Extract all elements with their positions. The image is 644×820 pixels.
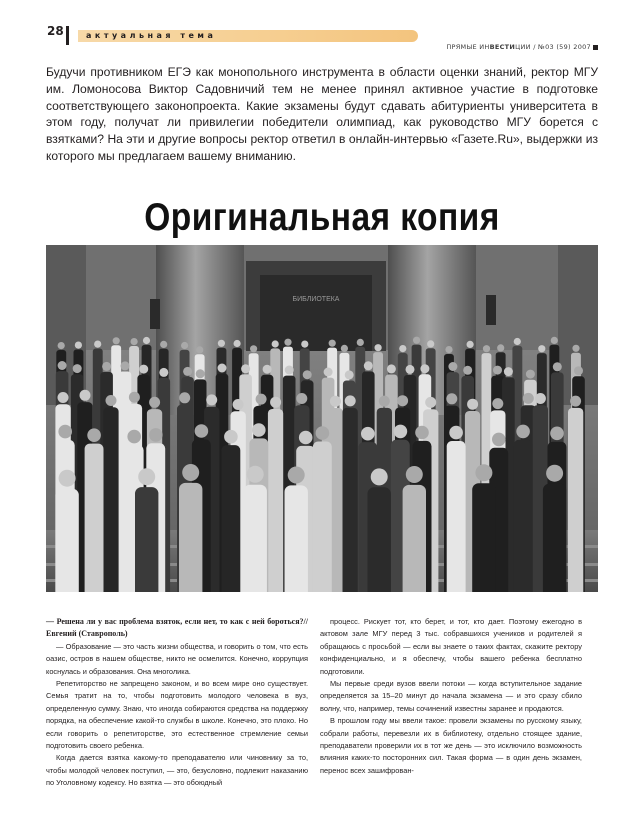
person-head: [341, 345, 348, 352]
person-body: [403, 485, 426, 592]
person-head: [526, 370, 535, 379]
person-head: [324, 368, 333, 377]
person-head: [183, 367, 192, 376]
person-head: [330, 396, 341, 407]
person-head: [413, 337, 420, 344]
answer-paragraph: Репетиторство не запрещено законом, и во всем мире оно существует. Семья тратит на то, чтобы подготовить молодого человека в вуз, определенную сумму. Знаю, что иногда собираются средства на поддержку порядка, на обеспечение какой-то службы в школе. Конечно, это плохо. Но если говорить о репетиторстве, это естественное стремление семьи подготовить своего ребенка.: [46, 679, 308, 751]
person-head: [160, 341, 167, 348]
person-head: [493, 366, 502, 375]
person-body: [543, 484, 566, 592]
group-photo: [46, 245, 598, 592]
person-head: [492, 398, 503, 409]
person-head: [538, 345, 545, 352]
answer-paragraph: В прошлом году мы ввели такое: провели экзамены по русскому языку, собрали работы, перевезли их в библиотеку, отдельно стоящее здание, преподаватели проверили их в тот же день — это исключило возможность влияния каких-то посторонних сил. Такая форма — в один день экзамен, перенос всех зашифрован-: [320, 716, 582, 775]
person-head: [58, 425, 72, 439]
person-head: [106, 395, 117, 406]
person-body: [135, 487, 158, 592]
person-head: [234, 340, 241, 347]
person-head: [492, 433, 506, 447]
person-head: [182, 464, 199, 481]
person-head: [296, 393, 307, 404]
person-head: [483, 345, 490, 352]
person-head: [138, 468, 155, 485]
section-label: актуальная тема: [86, 31, 217, 40]
lead-paragraph: Будучи противником ЕГЭ как монопольного инструмента в области оценки знаний, ректор МГУ им. Ломоносова Виктор Садовничий тем не менее принял активное участие в подготовке соответствующего законопроекта. Какие экзамены будут сдавать абитуриенты университета в этом году, получат ли привилегии победители олимпиад, как руководство МГУ борется с взятками? На эти и другие вопросы ректор ответил в онлайн-интервью «Газете.Ru», выдержки из которого мы предлагаем вашему вниманию.: [46, 65, 598, 163]
person-head: [303, 370, 312, 379]
person-head: [247, 466, 264, 483]
person-body: [514, 440, 533, 592]
person-head: [394, 425, 408, 439]
person-head: [329, 340, 336, 347]
person-head: [572, 345, 579, 352]
person-head: [181, 342, 188, 349]
header-divider: [66, 26, 69, 45]
person-head: [397, 395, 408, 406]
person-body: [568, 408, 583, 592]
person-head: [497, 344, 504, 351]
page-number: 28: [47, 24, 64, 38]
person-head: [149, 397, 160, 408]
person-head: [364, 361, 373, 370]
answer-paragraph: процесс. Рискует тот, кто берет, и тот, кто дает. Поэтому ежегодно в актовом зале МГУ перед 3 тыс. собравшихся учеников и родителей я обращаюсь с просьбой — если вы знаете о таких фактах, скажите ректору конфиденциально, и я обеспечу, чтобы вашего ребенка бесплатно подготовили.: [320, 617, 582, 676]
person-head: [345, 395, 356, 406]
person-head: [357, 339, 364, 346]
answer-paragraph: — Образование — это часть жизни общества, и говорить о том, что есть оазис, остров в нашем обществе, никто не осмелится. Конечно, коррупция коснулась и образования. Она многолика.: [46, 641, 308, 676]
person-head: [345, 370, 354, 379]
person-head: [299, 431, 313, 445]
publication-suffix: ЦИИ / №03 (59) 2007: [515, 43, 591, 51]
person-head: [467, 399, 478, 410]
person-body: [285, 485, 308, 592]
person-head: [316, 426, 330, 440]
person-head: [285, 366, 294, 375]
person-head: [467, 341, 474, 348]
publication-issue: [446, 43, 598, 51]
person-body: [85, 444, 104, 592]
person-head: [159, 368, 168, 377]
person-head: [514, 338, 521, 345]
person-head: [288, 467, 305, 484]
person-head: [131, 338, 138, 345]
person-body: [103, 407, 118, 592]
person-head: [427, 340, 434, 347]
person-head: [406, 466, 423, 483]
person-head: [250, 345, 257, 352]
person-head: [546, 465, 563, 482]
person-body: [472, 483, 495, 592]
article-column-left: [46, 616, 308, 790]
article-headline: Оригинальная копия: [144, 196, 500, 239]
person-body: [221, 445, 240, 592]
person-head: [195, 424, 209, 438]
person-body: [368, 487, 391, 592]
person-head: [94, 341, 101, 348]
reader-question: — Решена ли у вас проблема взяток, если нет, то как с ней бороться?// Евгений (Ставрополь): [46, 617, 308, 639]
publication-bold: ВЕСТИ: [489, 43, 516, 51]
person-head: [425, 397, 436, 408]
person-head: [206, 394, 217, 405]
answer-paragraph: Когда дается взятка какому-то преподавателю или чиновнику за то, чтобы молодой человек поступил, — это, безусловно, подлежит наказанию по Уголовному кодексу. Но взятка — это обоюдный: [46, 753, 308, 788]
person-body: [55, 489, 78, 592]
person-head: [80, 390, 91, 401]
person-head: [523, 393, 534, 404]
person-head: [371, 468, 388, 485]
publication-prefix: ПРЯМЫЕ ИН: [446, 43, 490, 51]
person-head: [301, 341, 308, 348]
person-head: [196, 369, 205, 378]
person-head: [551, 337, 558, 344]
person-head: [179, 392, 190, 403]
person-body: [313, 442, 332, 593]
person-head: [449, 426, 463, 440]
person-head: [252, 423, 266, 437]
page-header: [0, 0, 644, 60]
person-head: [445, 346, 452, 353]
person-body: [268, 409, 283, 592]
person-head: [284, 339, 291, 346]
person-head: [270, 397, 281, 408]
person-head: [406, 365, 415, 374]
person-head: [113, 337, 120, 344]
person-head: [399, 345, 406, 352]
person-head: [463, 366, 472, 375]
person-head: [550, 427, 564, 441]
person-body: [179, 483, 202, 592]
person-head: [218, 364, 227, 373]
person-head: [446, 393, 457, 404]
person-head: [129, 392, 140, 403]
person-head: [127, 430, 141, 444]
issue-square-icon: [593, 45, 598, 50]
person-head: [553, 362, 562, 371]
person-head: [420, 364, 429, 373]
person-head: [102, 362, 111, 371]
person-head: [415, 426, 429, 440]
person-body: [343, 408, 358, 592]
person-head: [87, 428, 101, 442]
person-head: [196, 346, 203, 353]
person-head: [149, 428, 163, 442]
person-head: [375, 344, 382, 351]
person-head: [574, 366, 583, 375]
person-head: [75, 342, 82, 349]
person-head: [256, 394, 267, 405]
person-head: [475, 464, 492, 481]
person-body: [447, 441, 466, 592]
person-head: [535, 393, 546, 404]
person-body: [244, 485, 267, 592]
person-head: [448, 362, 457, 371]
person-head: [224, 430, 238, 444]
person-head: [139, 365, 148, 374]
person-head: [516, 425, 530, 439]
person-head: [241, 364, 250, 373]
person-head: [263, 365, 272, 374]
person-head: [504, 367, 513, 376]
person-head: [58, 342, 65, 349]
person-head: [218, 340, 225, 347]
person-head: [58, 361, 67, 370]
person-head: [233, 399, 244, 410]
person-head: [570, 396, 581, 407]
person-head: [121, 361, 130, 370]
building-sign: БИБЛИОТЕКА: [292, 296, 340, 303]
person-head: [73, 364, 82, 373]
person-head: [387, 364, 396, 373]
person-head: [361, 427, 375, 441]
person-head: [272, 340, 279, 347]
person-head: [143, 337, 150, 344]
answer-paragraph: Мы первые среди вузов ввели потоки — когда вступительное задание определяется за 15–20 минут до начала экзамена — и это сразу сбило волну, что, например, темы сочинений известны заранее и продаются.: [320, 679, 582, 713]
article-column-right: [320, 616, 582, 777]
person-head: [379, 396, 390, 407]
person-head: [59, 470, 76, 487]
person-head: [58, 392, 69, 403]
